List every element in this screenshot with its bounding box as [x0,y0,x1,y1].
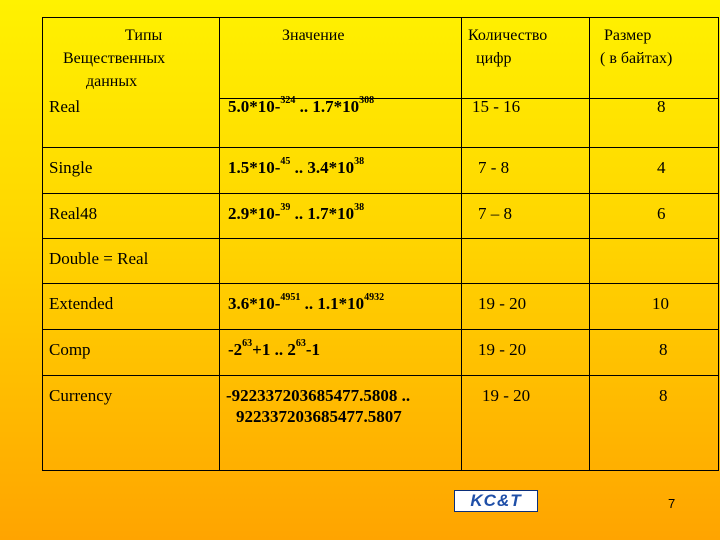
value-range: 1.5*10-$^{45}$ .. $3.4*10^{38}$ [228,156,365,177]
row-single [43,148,719,194]
header-row [43,18,719,99]
row-double [43,239,719,284]
value-range: 3.6*10-$^{4951}$ .. $1.1*10^{4932}$ [228,292,385,313]
byte-size: 4 [657,158,666,177]
type-name: Real48 [49,204,98,223]
type-name: Currency [49,386,113,405]
value-range-line1: -922337203685477.5808 .. [226,386,411,405]
digits-count: 19 - 20 [478,340,527,359]
digits-count: 7 – 8 [478,204,512,223]
byte-size: 8 [657,97,666,116]
value-range-line2: 922337203685477.5807 [236,407,402,426]
header-digits: Количество цифр [462,18,590,99]
real-types-table [42,17,719,471]
type-name: Real [49,96,81,116]
type-name: Extended [49,294,114,313]
type-name: Comp [49,340,91,359]
header-size: Размер ( в байтах) [590,18,719,99]
row-real [43,99,719,148]
digits-count: 19 - 20 [482,386,531,405]
row-real48 [43,194,719,239]
header-type: Типы Вещественных данных [43,18,220,99]
value-range: 5.0*10-$^{324}$ .. $1.7*10^{308}$ [228,95,375,116]
header-value: Значение [220,18,462,99]
digits-count: 19 - 20 [478,294,527,313]
row-currency [43,376,719,471]
byte-size: 8 [659,386,668,405]
type-name: Double = Real [49,249,149,268]
row-extended [43,284,719,330]
value-range: 2.9*10-$^{39}$ .. $1.7*10^{38}$ [228,202,365,223]
byte-size: 8 [659,340,668,359]
value-range: $-2^{63}+1$ .. $2^{63}-1$ [228,338,321,359]
byte-size: 6 [657,204,666,223]
type-name: Single [49,158,93,177]
kct-logo: KC&T [454,490,538,512]
page-number: 7 [668,496,676,511]
row-comp [43,330,719,376]
digits-count: 7 - 8 [478,158,510,177]
byte-size: 10 [652,294,669,313]
digits-count: 15 - 16 [472,97,521,116]
